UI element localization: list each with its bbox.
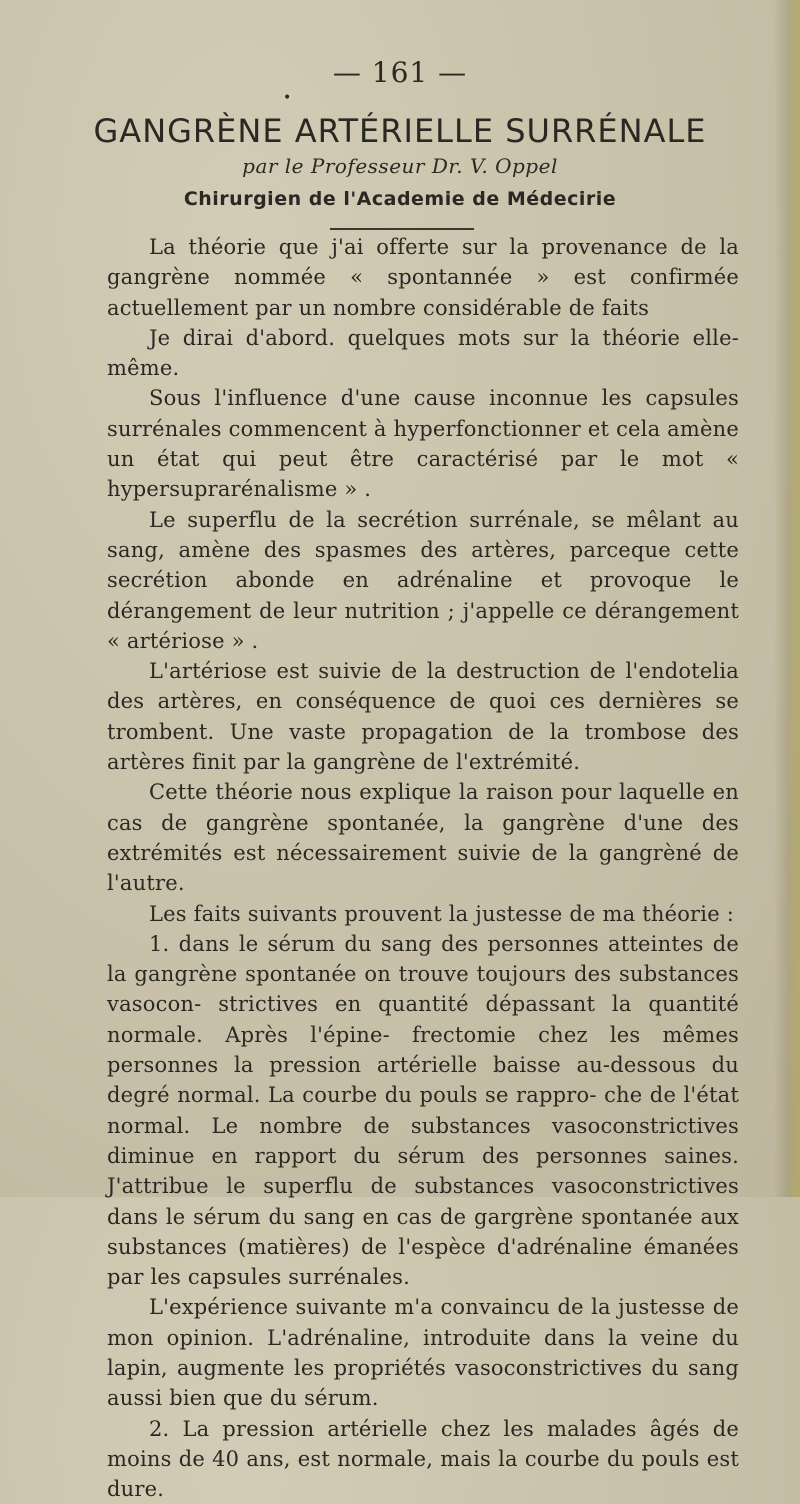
page-edge-shadow <box>774 0 800 1197</box>
paragraph: L'artériose est suivie de la destruction de l'endotelia des artères, en conséquence de quoi ces dernières se trombent. Une vaste propagation de la trombose des artères finit par la gangrène de l'extrémité. <box>107 659 739 775</box>
article-title: GANGRÈNE ARTÉRIELLE SURRÉNALE <box>93 112 707 150</box>
paragraph: 2. La pression artérielle chez les malades âgés de moins de 40 ans, est normale, mais la courbe du pouls est dure. <box>107 1416 739 1502</box>
paragraph: La théorie que j'ai offerte sur la provenance de la gangrène nommée « spontannée » est confirmée actuellement par un nombre considérable de faits <box>107 235 739 320</box>
paragraph: Cette théorie nous explique la raison pour laquelle en cas de gangrène spontanée, la gangrène d'une des extrémités est nécessairement suivie de la gangrèné de l'autre. <box>107 780 739 896</box>
paragraph: Sous l'influence d'une cause inconnue les capsules surrénales commencent à hyperfonctionner et cela amène un état qui peut être caractérisé par le mot « hypersuprarénalisme » . <box>107 386 739 502</box>
author-affiliation: Chirurgien de l'Academie de Médecirie <box>183 188 617 210</box>
paragraph: Le superflu de la secrétion surrénale, se mêlant au sang, amène des spasmes des artères, parceque cette secrétion abonde en adrénaline et provoque le dérangement de leur nutrition ; j'appelle ce dérangement « artériose » . <box>107 507 739 653</box>
paragraph: L'expérience suivante m'a convaincu de la justesse de mon opinion. L'adrénaline, introduite dans la veine du lapin, augmente les propriétés vasoconstrictives du sang aussi bien que du sérum. <box>107 1295 739 1411</box>
page-number: — 161 — <box>332 56 468 89</box>
paragraph: 1. dans le sérum du sang des personnes atteintes de la gangrène spontanée on trouve toujours des substances vasocon- strictives en quantité dépassant la quantité normale. Après l'épine- frectomie chez les mêmes personnes la pression artérielle baisse au-dessous du degré normal. La courbe du pouls se rappro- che de l'état normal. Le nombre de substances vasoconstrictives diminue en rapport du sérum des personnes saines. J'attribue le superflu de substances vasoconstrictives dans le sérum du sang en cas de gargrène spontanée aux substances (matières) de l'espèce d'adrénaline émanées par les capsules surrénales. <box>107 931 739 1290</box>
ink-speck: • <box>283 90 292 106</box>
paragraph: Je dirai d'abord. quelques mots sur la théorie elle-même. <box>107 325 739 381</box>
title-rule <box>330 228 474 230</box>
paragraph: Les faits suivants prouvent la justesse de ma théorie : <box>149 901 734 926</box>
author-line: par le Professeur Dr. V. Oppel <box>242 154 558 178</box>
article-body <box>107 232 739 1504</box>
